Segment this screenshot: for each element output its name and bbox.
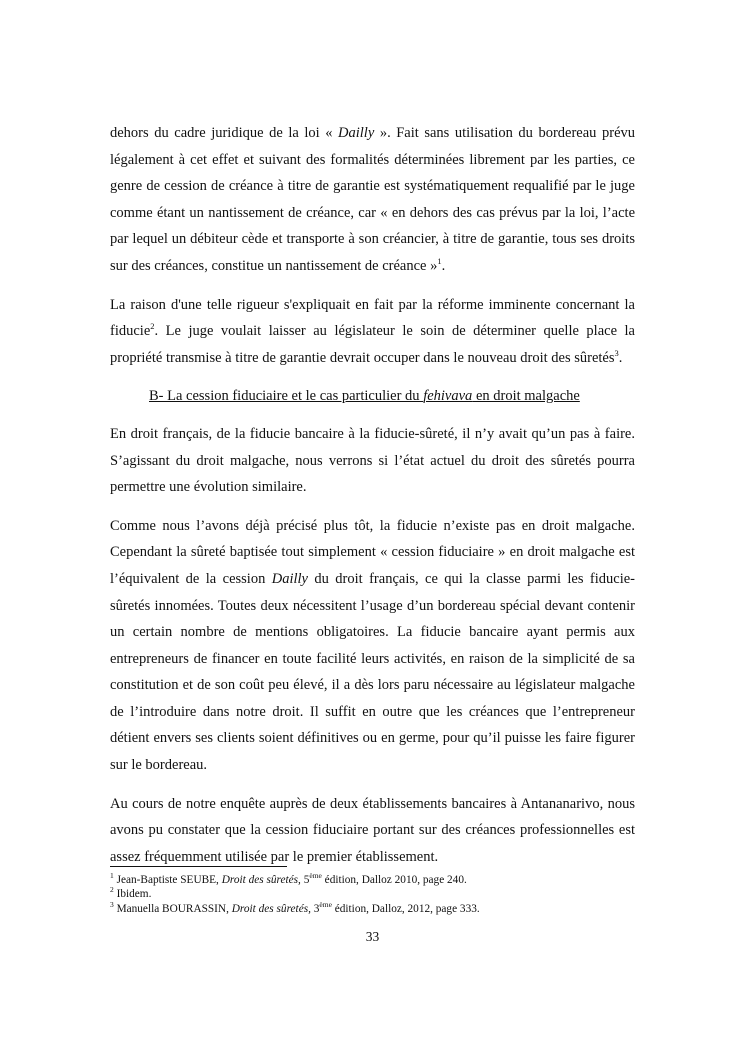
- footnote-author: Jean-Baptiste SEUBE,: [113, 874, 222, 886]
- footnote-title: Droit des sûretés,: [221, 874, 301, 886]
- text-run: . Le juge voulait laisser au législateur le soin de déterminer quelle place la propriété transmise à titre de garantie devrait occuper dans le nouveau droit des sûretés: [110, 323, 635, 366]
- footnote-ref[interactable]: 1: [437, 256, 442, 267]
- paragraph-3: En droit français, de la fiducie bancaire à la fiducie-sûreté, il n’y avait qu’un pas à faire. S’agissant du droit malgache, nous verrons si l’état actuel du droit des sûretés pourra permettre une évolution similaire.: [110, 425, 635, 496]
- text-run: La raison d'une telle rigueur s'expliquait en fait par la réforme imminente concernant la fiducie: [110, 296, 635, 340]
- footnote-text: Ibidem.: [113, 888, 152, 901]
- footnotes: [110, 866, 635, 916]
- footnote-publisher: édition, Dalloz, 2012, page 333.: [331, 902, 480, 915]
- text-run: dehors du cadre juridique de la loi «: [110, 125, 339, 141]
- footnote-author: Manuella BOURASSIN,: [113, 902, 232, 915]
- text-run: .: [441, 257, 446, 274]
- footnote-separator: [110, 866, 287, 867]
- italic-term: Dailly: [271, 570, 308, 587]
- footnote-edition: 5: [300, 874, 310, 886]
- footnote-edition-suffix: ème: [309, 871, 322, 881]
- footnote-3: [110, 899, 635, 916]
- italic-term: fehivava: [423, 388, 473, 405]
- paragraph-5: Au cours de notre enquête auprès de deux établissements bancaires à Antananarivo, nous avons pu constater que la cession fiduciaire portant sur des créances professionnelles est assez fréquemment utilisée par le premier établissement.: [110, 795, 635, 865]
- footnote-edition-suffix: ème: [319, 899, 332, 909]
- footnote-2: [110, 887, 635, 901]
- footnote-title: Droit des sûretés,: [231, 902, 311, 915]
- text-run: .: [618, 349, 623, 366]
- text-run: du droit français, ce qui la classe parmi les fiducie-sûretés innomées. Toutes deux nécessitent l’usage d’un bordereau spécial devant contenir un certain nombre de mentions obligatoires. La fiducie bancaire ayant permis aux entrepreneurs de financer en toute facilité leurs activités, en raison de la simplicité de sa constitution et de son coût peu élevé, il a dès lors paru nécessaire au législateur malgache de l’introduire dans notre droit. Il suffit en outre que les créances que l’entrepreneur détient envers ses clients soient définitives ou en germe, pour qu’il puisse les faire figurer sur le bordereau.: [110, 570, 635, 774]
- text-run: ». Fait sans utilisation du bordereau prévu légalement à cet effet et suivant des formalités déterminées librement par les parties, ce genre de cession de créance à titre de garantie est systématiquement requalifié par le juge comme étant un nantissement de créance, car « en dehors des cas prévus par la loi, l’acte par lequel un débiteur cède et transporte à son créancier, à titre de garantie, tous ses droits sur des créances, constitue un nantissement de créance »: [110, 125, 635, 274]
- heading-text: B- La cession fiduciaire et le cas particulier du: [149, 388, 424, 405]
- footnote-ref[interactable]: 2: [150, 321, 155, 332]
- footnote-publisher: édition, Dalloz 2010, page 240.: [321, 874, 467, 886]
- paragraph-2: [110, 292, 635, 372]
- footnote-number: 3: [110, 899, 114, 909]
- heading-text: en droit malgache: [472, 388, 580, 405]
- section-heading: [110, 383, 635, 410]
- paragraph-4: [110, 513, 635, 779]
- body-text: [110, 120, 635, 882]
- footnote-edition: 3: [310, 902, 320, 915]
- italic-term: Dailly: [338, 125, 375, 141]
- footnote-number: 2: [110, 885, 114, 895]
- footnote-ref[interactable]: 3: [614, 347, 619, 358]
- footnote-number: 1: [110, 871, 114, 881]
- page-number: 33: [365, 929, 380, 944]
- text-run: Comme nous l’avons déjà précisé plus tôt, la fiducie n’existe pas en droit malgache. Cependant la sûreté baptisée tout simplement « cession fiduciaire » en droit malgache est l’équivalent de la cession: [110, 517, 635, 587]
- paragraph-1: [110, 120, 635, 280]
- footnote-1: [110, 873, 635, 887]
